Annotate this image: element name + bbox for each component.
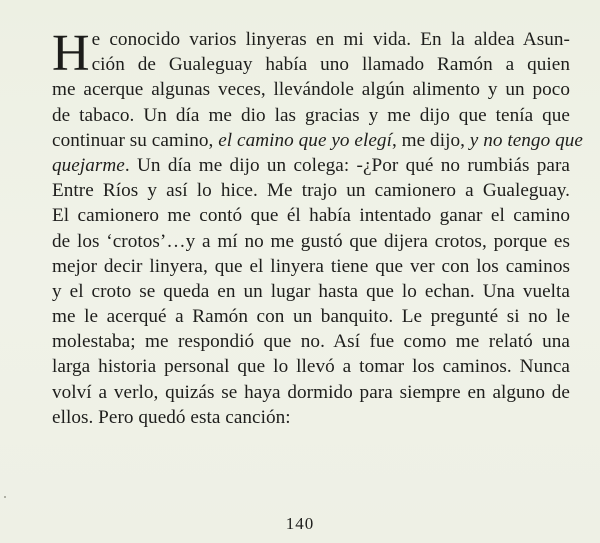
text-line [52, 405, 570, 430]
text-span: ción de Gualeguay había uno llamado Ramón a quien [91, 54, 570, 76]
text-line [52, 153, 570, 178]
text-span: me le acerqué a Ramón con un banquito. Le pregunté si no le [52, 306, 570, 328]
text-span: e conocido varios linyeras en mi vida. En la aldea Asun- [91, 29, 570, 50]
text-span: . Un día me dijo un colega: -¿Por qué no rumbiás para [124, 154, 570, 176]
text-line [52, 77, 570, 102]
text-line [52, 229, 570, 254]
text-span: de tabaco. Un día me dio las gracias y me dijo que tenía que [52, 104, 570, 126]
text-line [52, 52, 570, 77]
text-span: , me dijo, [391, 129, 470, 151]
italic-span: el camino que yo elegí [218, 129, 392, 151]
text-line [52, 103, 570, 128]
text-span: El camionero me contó que él había intentado ganar el camino [52, 205, 570, 227]
text-line [52, 203, 570, 228]
text-span: de los ‘crotos’…y a mí no me gustó que dijera crotos, porque es [52, 230, 570, 252]
body-text [52, 25, 583, 430]
text-line [52, 27, 570, 52]
text-line [52, 128, 583, 153]
text-span: volví a verlo, quizás se haya dormido para siempre en alguno de [52, 381, 570, 403]
drop-cap: H [52, 25, 90, 82]
text-line [52, 279, 570, 304]
page-number: 140 [285, 514, 315, 533]
text-span: y el croto se queda en un lugar hasta que lo echan. Una vuelta [52, 280, 570, 302]
text-line [52, 254, 570, 279]
text-line [52, 304, 570, 329]
text-line [52, 380, 570, 405]
text-span: Entre Ríos y así lo hice. Me trajo un camionero a Gualeguay. [52, 180, 570, 202]
text-span: larga historia personal que lo llevó a tomar los caminos. Nunca [52, 356, 570, 378]
paragraph [52, 27, 583, 430]
text-line [52, 178, 570, 203]
paper-speck [4, 496, 6, 498]
text-line [52, 329, 570, 354]
text-span: molestaba; me respondió que no. Así fue como me relató una [52, 331, 570, 353]
text-span: ellos. Pero quedó esta canción: [52, 406, 291, 428]
text-span: continuar su camino, [52, 129, 219, 151]
text-span: me acerque algunas veces, llevándole algún alimento y un poco [52, 79, 570, 101]
italic-span: y no tengo que [469, 129, 583, 151]
italic-span: quejarme [52, 154, 125, 176]
text-span: mejor decir linyera, que el linyera tiene que ver con los caminos [52, 255, 570, 277]
text-line [52, 354, 570, 379]
